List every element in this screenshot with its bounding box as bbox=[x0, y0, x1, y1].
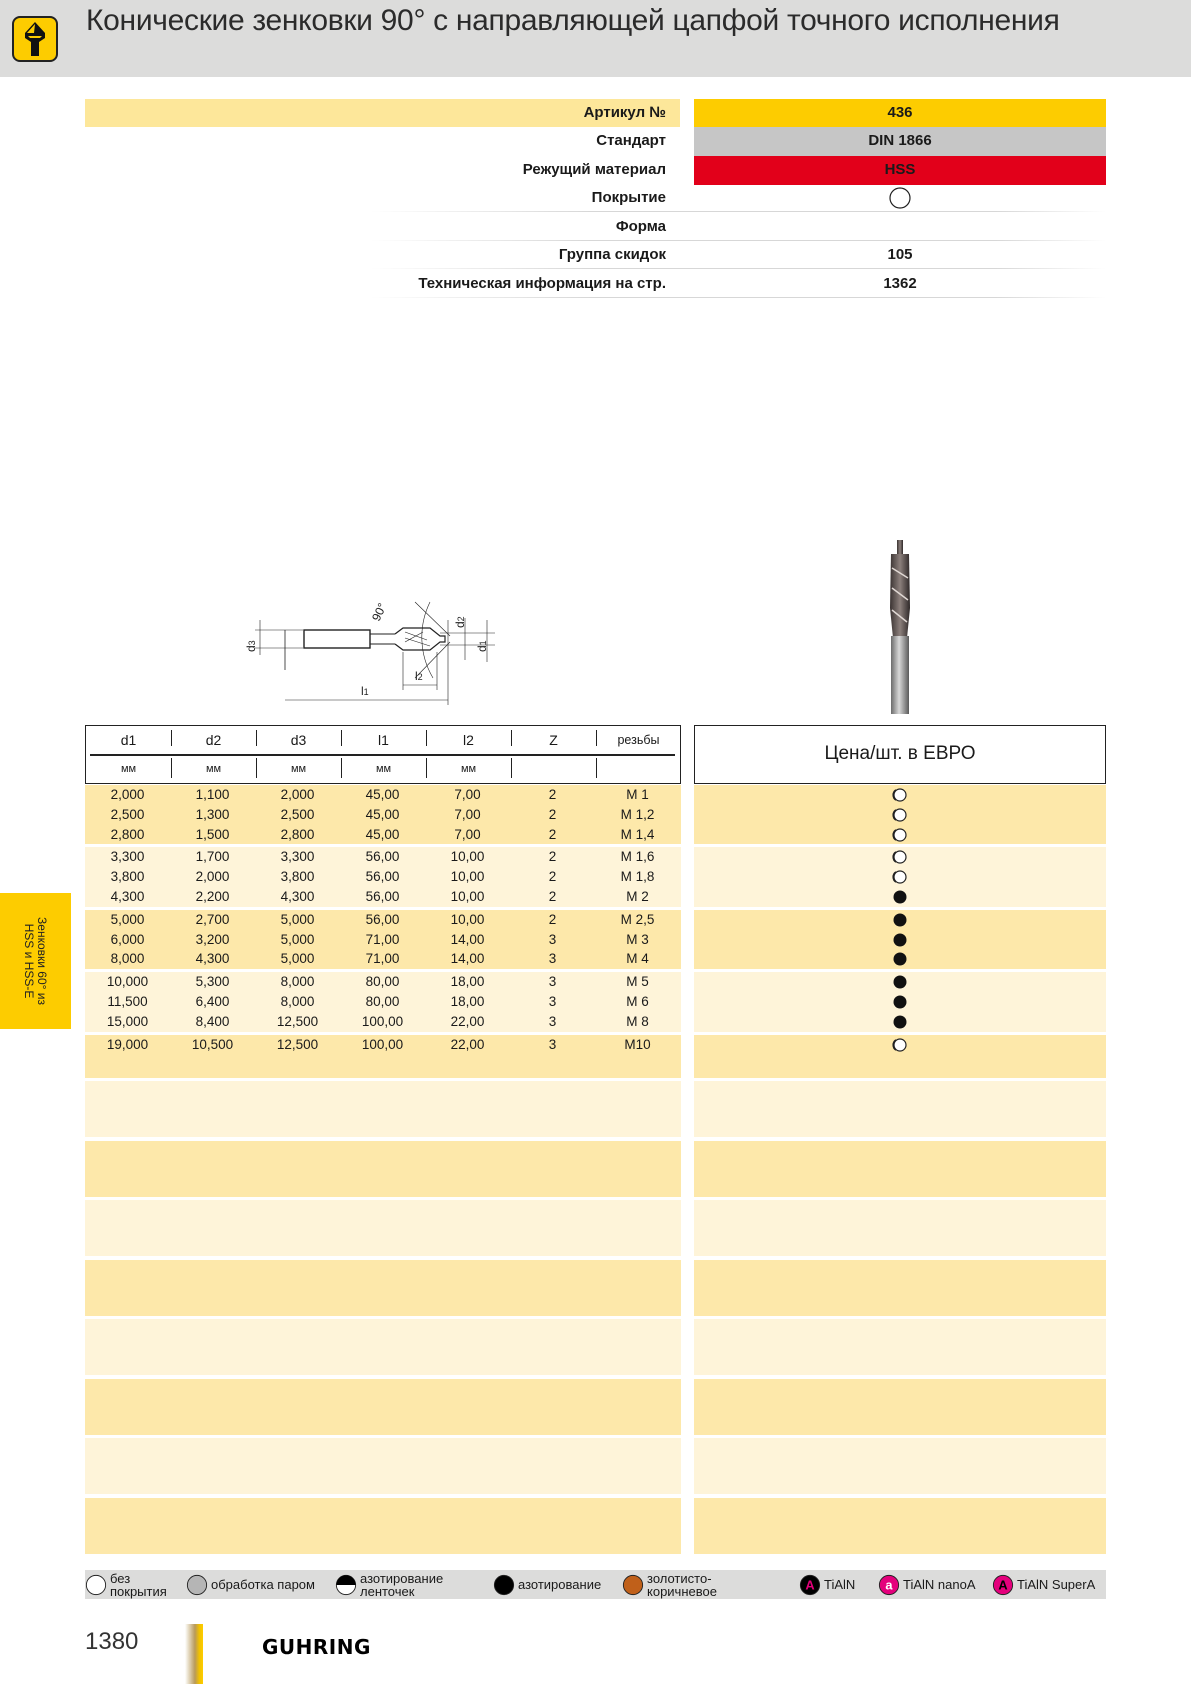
cell-d2: 1,100 bbox=[195, 787, 230, 802]
page-title: Конические зенковки 90° с направляющей цапфой точного исполнения bbox=[86, 4, 1060, 37]
cell-d3: 12,500 bbox=[276, 1036, 319, 1052]
available-on-request-circle-icon bbox=[892, 869, 908, 885]
table-row[interactable] bbox=[85, 1012, 681, 1032]
column-unit: мм bbox=[290, 763, 307, 775]
cell-l1: 45,00 bbox=[365, 826, 400, 842]
table-band bbox=[85, 1141, 681, 1197]
legend-label bbox=[360, 1572, 443, 1598]
cell-d1: 11,500 bbox=[107, 994, 148, 1009]
cell-l2: 18,00 bbox=[450, 994, 485, 1009]
cell-d1: 2,000 bbox=[110, 787, 145, 802]
in-stock-dot-icon bbox=[892, 951, 908, 967]
footer-divider bbox=[185, 1624, 203, 1684]
cell-d2: 8,400 bbox=[195, 1013, 230, 1029]
cell-z: 2 bbox=[548, 889, 557, 904]
cell-d2: 2,000 bbox=[195, 869, 230, 885]
cell-thread: M 4 bbox=[626, 951, 649, 967]
cell-l1: 80,00 bbox=[365, 994, 400, 1009]
price-band bbox=[694, 1379, 1106, 1435]
cell-d2: 3,200 bbox=[195, 931, 230, 947]
cell-d1: 3,300 bbox=[110, 849, 145, 865]
column-unit bbox=[511, 756, 596, 783]
legend-label-line: азотирование bbox=[360, 1570, 444, 1586]
cell-z: 2 bbox=[548, 869, 557, 885]
drawing-l2-label: l2 bbox=[415, 669, 423, 683]
cell-d2: 5,300 bbox=[195, 974, 230, 990]
available-on-request-circle-icon bbox=[892, 807, 908, 823]
cell-l2: 18,00 bbox=[450, 974, 485, 990]
svg-text:A: A bbox=[998, 1577, 1008, 1593]
price-band bbox=[694, 1141, 1106, 1197]
cell-z: 3 bbox=[548, 1013, 557, 1029]
cell-l2: 14,00 bbox=[450, 931, 485, 947]
column-unit: мм bbox=[120, 763, 137, 775]
spec-label: Техническая информация на стр. bbox=[418, 275, 666, 292]
legend-item bbox=[493, 1570, 601, 1599]
legend-label-line: ленточек bbox=[360, 1583, 415, 1599]
cell-l1: 56,00 bbox=[365, 849, 400, 865]
table-header bbox=[85, 725, 681, 784]
cell-z: 2 bbox=[548, 826, 557, 842]
table-row[interactable] bbox=[85, 847, 681, 867]
cell-thread: M 1,6 bbox=[620, 849, 655, 865]
cell-d3: 8,000 bbox=[280, 994, 315, 1009]
cell-d3: 2,500 bbox=[280, 806, 315, 822]
cell-d3: 8,000 bbox=[280, 974, 315, 990]
table-row[interactable] bbox=[85, 825, 681, 845]
cell-thread: M 6 bbox=[626, 994, 649, 1009]
price-band bbox=[694, 1319, 1106, 1375]
column-separator bbox=[341, 730, 342, 746]
column-header-6: резьбы bbox=[617, 733, 660, 747]
table-row[interactable] bbox=[85, 992, 681, 1012]
legend-label bbox=[824, 1578, 855, 1591]
cell-l1: 56,00 bbox=[365, 889, 400, 904]
column-unit: мм bbox=[375, 763, 392, 775]
spec-label: Режущий материал bbox=[522, 161, 666, 178]
spec-value: HSS bbox=[884, 161, 916, 178]
cell-d1: 5,000 bbox=[110, 911, 145, 927]
column-separator bbox=[426, 758, 427, 778]
column-header-0: d1 bbox=[120, 732, 137, 748]
cell-z: 2 bbox=[548, 911, 557, 927]
column-unit: мм bbox=[460, 763, 477, 775]
cell-z: 2 bbox=[548, 787, 557, 802]
spec-label: Стандарт bbox=[596, 132, 666, 149]
table-row[interactable] bbox=[85, 887, 681, 907]
cell-z: 3 bbox=[548, 974, 557, 990]
cell-l2: 7,00 bbox=[454, 787, 481, 802]
table-row[interactable] bbox=[85, 972, 681, 992]
column-separator bbox=[596, 730, 597, 746]
brand-logo: GUHRING bbox=[262, 1635, 371, 1659]
spec-value: 436 bbox=[887, 104, 913, 121]
column-separator bbox=[596, 758, 597, 778]
column-header-2: d3 bbox=[290, 732, 307, 748]
column-header-3: l1 bbox=[378, 732, 389, 748]
drawing-d2-label: d2 bbox=[453, 616, 467, 628]
cell-d1: 4,300 bbox=[110, 889, 145, 904]
product-photo bbox=[880, 538, 920, 716]
available-on-request-circle-icon bbox=[892, 1037, 908, 1053]
side-tab-line1: Зенковки 60° из bbox=[35, 917, 49, 1005]
legend-label-line: TiAlN nanoA bbox=[903, 1577, 976, 1592]
cell-l2: 10,00 bbox=[450, 849, 485, 865]
spec-label: Покрытие bbox=[591, 189, 666, 206]
cell-l2: 7,00 bbox=[454, 806, 481, 822]
in-stock-dot-icon bbox=[892, 1014, 908, 1030]
cell-d1: 19,000 bbox=[106, 1036, 149, 1052]
legend-item bbox=[335, 1570, 443, 1599]
land-nitrided-icon bbox=[335, 1574, 357, 1596]
cell-l2: 10,00 bbox=[450, 889, 485, 904]
side-tab-label bbox=[22, 896, 48, 1026]
uncoated-circle-icon bbox=[889, 187, 911, 209]
drawing-angle-label: 90° bbox=[369, 600, 390, 624]
legend-label-line: покрытия bbox=[110, 1583, 167, 1599]
uncoated-icon bbox=[85, 1574, 107, 1596]
price-header: Цена/шт. в ЕВРО bbox=[694, 725, 1106, 784]
legend-item bbox=[186, 1570, 315, 1599]
cell-l1: 56,00 bbox=[365, 869, 400, 885]
technical-drawing bbox=[244, 590, 515, 720]
cell-thread: M 2,5 bbox=[620, 911, 655, 927]
column-separator bbox=[171, 730, 172, 746]
column-unit bbox=[596, 756, 681, 783]
table-band bbox=[85, 1260, 681, 1316]
cell-d1: 2,500 bbox=[110, 806, 145, 822]
cell-z: 3 bbox=[548, 994, 557, 1009]
in-stock-dot-icon bbox=[892, 932, 908, 948]
cell-d3: 5,000 bbox=[280, 931, 315, 947]
column-header-4: l2 bbox=[463, 732, 474, 748]
cell-l2: 10,00 bbox=[450, 869, 485, 885]
column-separator bbox=[511, 730, 512, 746]
table-row[interactable] bbox=[85, 867, 681, 887]
table-row[interactable] bbox=[85, 785, 681, 805]
cell-d3: 2,000 bbox=[280, 787, 315, 802]
cell-d3: 3,800 bbox=[280, 869, 315, 885]
column-separator bbox=[256, 730, 257, 746]
cell-thread: M 3 bbox=[626, 931, 649, 947]
legend-label-line: TiAlN SuperA bbox=[1017, 1577, 1096, 1592]
legend-label bbox=[1017, 1578, 1095, 1591]
section-side-tab[interactable] bbox=[0, 893, 71, 1029]
in-stock-dot-icon bbox=[892, 912, 908, 928]
cell-d2: 2,200 bbox=[195, 889, 230, 904]
column-separator bbox=[171, 758, 172, 778]
available-on-request-circle-icon bbox=[892, 827, 908, 843]
cell-l1: 71,00 bbox=[365, 951, 400, 967]
legend-item bbox=[799, 1570, 855, 1599]
cell-d2: 6,400 bbox=[195, 994, 230, 1009]
cell-thread: M10 bbox=[624, 1036, 651, 1052]
page-header bbox=[0, 0, 1191, 77]
legend-item bbox=[992, 1570, 1095, 1599]
spec-value: DIN 1866 bbox=[868, 132, 932, 149]
cell-d3: 3,300 bbox=[280, 849, 315, 865]
cell-d3: 5,000 bbox=[280, 951, 315, 967]
spec-value: 105 bbox=[887, 246, 913, 263]
price-band bbox=[694, 1081, 1106, 1137]
column-separator bbox=[426, 730, 427, 746]
cell-z: 2 bbox=[548, 849, 557, 865]
spec-value: 1362 bbox=[883, 275, 917, 292]
column-header-1: d2 bbox=[205, 732, 222, 748]
cell-thread: M 2 bbox=[626, 889, 649, 904]
cell-thread: M 1 bbox=[626, 787, 649, 802]
price-band bbox=[694, 1200, 1106, 1256]
legend-label bbox=[647, 1572, 717, 1598]
column-unit: мм bbox=[205, 763, 222, 775]
cell-thread: M 5 bbox=[626, 974, 649, 990]
spec-label: Форма bbox=[615, 218, 666, 235]
table-band bbox=[85, 1379, 681, 1435]
cell-d2: 10,500 bbox=[191, 1036, 234, 1052]
table-row[interactable] bbox=[85, 1035, 681, 1055]
price-band bbox=[694, 1260, 1106, 1316]
cell-z: 2 bbox=[548, 806, 557, 822]
table-row[interactable] bbox=[85, 910, 681, 930]
legend-label-line: азотирование bbox=[518, 1577, 602, 1592]
tialn-nanoa-icon bbox=[878, 1574, 900, 1596]
cell-l1: 45,00 bbox=[365, 806, 400, 822]
table-row[interactable] bbox=[85, 930, 681, 950]
table-band bbox=[85, 1498, 681, 1554]
side-tab-line2: HSS и HSS-E bbox=[22, 923, 36, 999]
legend-label bbox=[903, 1578, 976, 1591]
cell-d1: 8,000 bbox=[110, 951, 145, 967]
cell-d1: 6,000 bbox=[110, 931, 145, 947]
cell-d1: 3,800 bbox=[110, 869, 145, 885]
drawing-d1-label: d1 bbox=[475, 640, 489, 652]
cell-l1: 100,00 bbox=[361, 1013, 404, 1029]
in-stock-dot-icon bbox=[892, 889, 908, 905]
svg-text:a: a bbox=[885, 1577, 893, 1593]
cell-d3: 2,800 bbox=[280, 826, 315, 842]
price-band bbox=[694, 1438, 1106, 1494]
column-separator bbox=[256, 758, 257, 778]
legend-label-line: коричневое bbox=[647, 1583, 717, 1599]
steam-treated-icon bbox=[186, 1574, 208, 1596]
table-band bbox=[85, 1081, 681, 1137]
table-band bbox=[85, 1200, 681, 1256]
legend-label-line: обработка паром bbox=[211, 1577, 315, 1592]
table-row[interactable] bbox=[85, 805, 681, 825]
table-band bbox=[85, 1438, 681, 1494]
cell-l2: 7,00 bbox=[454, 826, 481, 842]
cell-z: 3 bbox=[548, 931, 557, 947]
cell-z: 3 bbox=[548, 1036, 557, 1052]
cell-d2: 4,300 bbox=[195, 951, 230, 967]
column-separator bbox=[511, 758, 512, 778]
spec-label: Группа скидок bbox=[558, 246, 666, 263]
cell-d3: 4,300 bbox=[280, 889, 315, 904]
price-band bbox=[694, 1498, 1106, 1554]
available-on-request-circle-icon bbox=[892, 787, 908, 803]
header-divider bbox=[90, 754, 675, 756]
cell-thread: M 1,4 bbox=[620, 826, 655, 842]
cell-d2: 1,300 bbox=[195, 806, 230, 822]
legend-label-line: золотисто- bbox=[647, 1570, 712, 1586]
cell-l1: 71,00 bbox=[365, 931, 400, 947]
cell-l1: 80,00 bbox=[365, 974, 400, 990]
cell-l2: 10,00 bbox=[450, 911, 485, 927]
cell-d3: 5,000 bbox=[280, 911, 315, 927]
nitrided-icon bbox=[493, 1574, 515, 1596]
cell-l2: 22,00 bbox=[450, 1013, 485, 1029]
legend-label-line: TiAlN bbox=[824, 1577, 856, 1592]
legend-item bbox=[878, 1570, 976, 1599]
cell-l1: 45,00 bbox=[365, 787, 400, 802]
cell-l1: 100,00 bbox=[361, 1036, 404, 1052]
cell-d2: 1,700 bbox=[195, 849, 230, 865]
legend-label bbox=[518, 1578, 601, 1591]
coating-legend bbox=[85, 1570, 1106, 1599]
legend-item bbox=[85, 1570, 167, 1599]
cell-d2: 2,700 bbox=[195, 911, 230, 927]
column-separator bbox=[341, 758, 342, 778]
spec-label: Артикул № bbox=[583, 104, 666, 121]
tialn-icon bbox=[799, 1574, 821, 1596]
in-stock-dot-icon bbox=[892, 974, 908, 990]
cell-d2: 1,500 bbox=[195, 826, 230, 842]
cell-l1: 56,00 bbox=[365, 911, 400, 927]
tialn-supera-icon bbox=[992, 1574, 1014, 1596]
cell-d1: 15,000 bbox=[106, 1013, 149, 1029]
cell-d3: 12,500 bbox=[276, 1013, 319, 1029]
svg-text:A: A bbox=[805, 1577, 815, 1593]
available-on-request-circle-icon bbox=[892, 849, 908, 865]
cell-thread: M 1,8 bbox=[620, 869, 655, 885]
cell-z: 3 bbox=[548, 951, 557, 967]
page-number: 1380 bbox=[85, 1628, 139, 1655]
table-band bbox=[85, 1319, 681, 1375]
table-row[interactable] bbox=[85, 949, 681, 969]
cell-d1: 10,000 bbox=[106, 974, 149, 990]
countersink-tool-icon bbox=[12, 16, 58, 62]
drawing-l1-label: l1 bbox=[361, 684, 369, 698]
cell-l2: 14,00 bbox=[450, 951, 485, 967]
legend-label-line: без bbox=[110, 1570, 131, 1586]
gold-brown-icon bbox=[622, 1574, 644, 1596]
cell-l2: 22,00 bbox=[450, 1036, 485, 1052]
column-header-5: Z bbox=[549, 732, 558, 748]
cell-thread: M 8 bbox=[626, 1013, 649, 1029]
cell-thread: M 1,2 bbox=[620, 806, 655, 822]
legend-label bbox=[110, 1572, 167, 1598]
legend-item bbox=[622, 1570, 717, 1599]
in-stock-dot-icon bbox=[892, 994, 908, 1010]
drawing-d3-label: d3 bbox=[244, 640, 258, 652]
legend-label bbox=[211, 1578, 315, 1591]
cell-d1: 2,800 bbox=[110, 826, 145, 842]
